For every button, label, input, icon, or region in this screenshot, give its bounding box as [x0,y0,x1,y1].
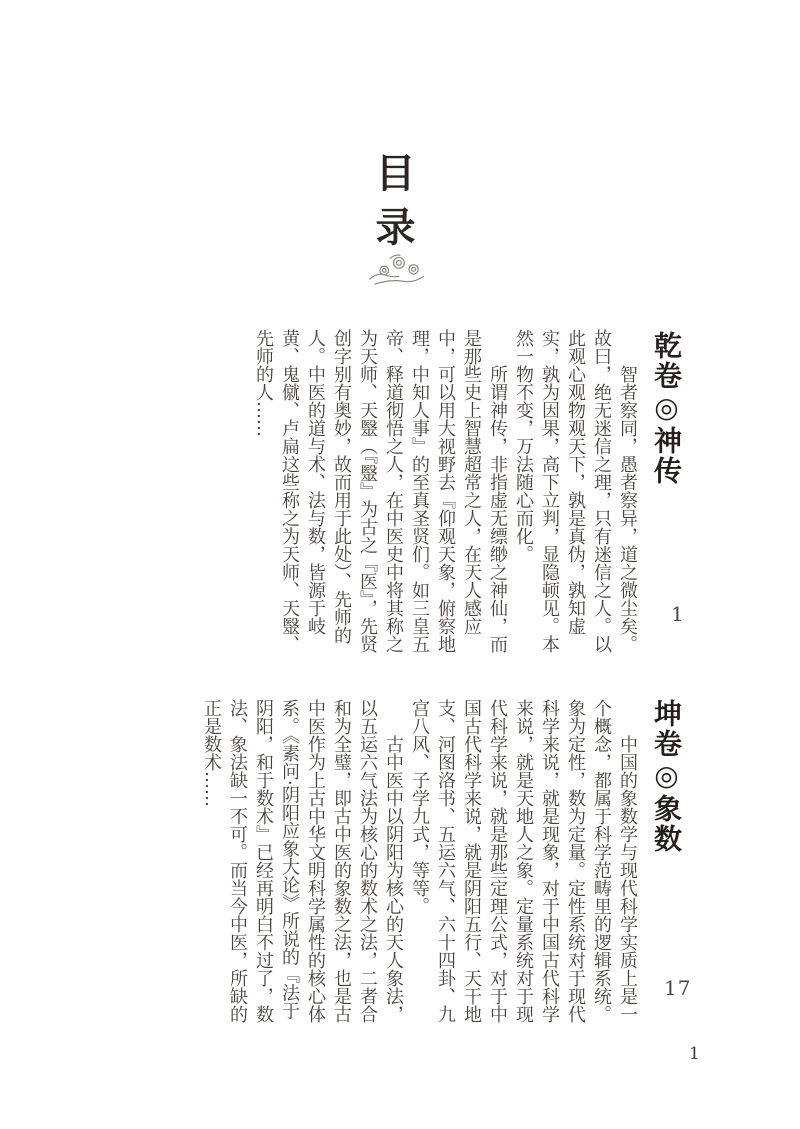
paragraph: 古中医中以阴阳为核心的天人象法，以五运六气法为核心的数术之法，二者合和为全璧，即古中医的象数之法，也是古中医作为上古中华文明科学属性的核心体系。《素问·阴阳应象大论》所说的『法于阴阳，和于数术』已经再明白不过了，数法、象法缺一不可。而当今中医，所缺的正是数术…… [201,699,404,1023]
page-title: 目录 [369,152,416,260]
section-qian-heading: 乾卷◎神传 [650,331,683,486]
paragraph: 所谓神传，非指虚无缥缈之神仙，而是那些史上智慧超常之人，在天人感应中，可以用大视野去『仰观天象，俯察地理，中知人事』的至真圣贤们。如三皇五帝、释道彻悟之人，在中医史中将其称之为天师、天毉（『毉』为古之『医』，先贤创字别有奥妙，故而用于此处）、先师的人。中医的道与术、法与数，皆源于岐黄、鬼僦、卢扁这些称之为天师、天毉、先师的人…… [253,329,508,653]
section-qian-page-number: 1 [671,602,685,626]
section-kun-page-number: 17 [664,976,692,1000]
folio-page-number: 1 [689,1044,700,1064]
cloud-ornament-icon [364,252,436,290]
section-kun-body [198,699,640,1023]
paragraph: 中国的象数学与现代科学实质上是一个概念，都属于科学范畴里的逻辑系统。象为定性，数为定量。定性系统对于现代科学来说，就是现象，对于中国古代科学来说，就是天地人之象。定量系统对于现代科学来说，就是那些定理公式，对于中国古代科学来说，就是阴阳五行、天干地支、河图洛书、五运六气、六十四卦、九宫八风、子学九式，等等。 [409,699,638,1023]
paragraph: 智者察同，愚者察异，道之微尘矣。故曰，绝无迷信之理，只有迷信之人。以此观心观物观天下，孰是真伪，孰知虚实，孰为因果，高下立判，显隐顿见。本然一物不变，万法随心而化。 [513,329,638,653]
section-qian-body [250,329,640,653]
section-kun-heading: 坤卷◎象数 [650,699,683,854]
